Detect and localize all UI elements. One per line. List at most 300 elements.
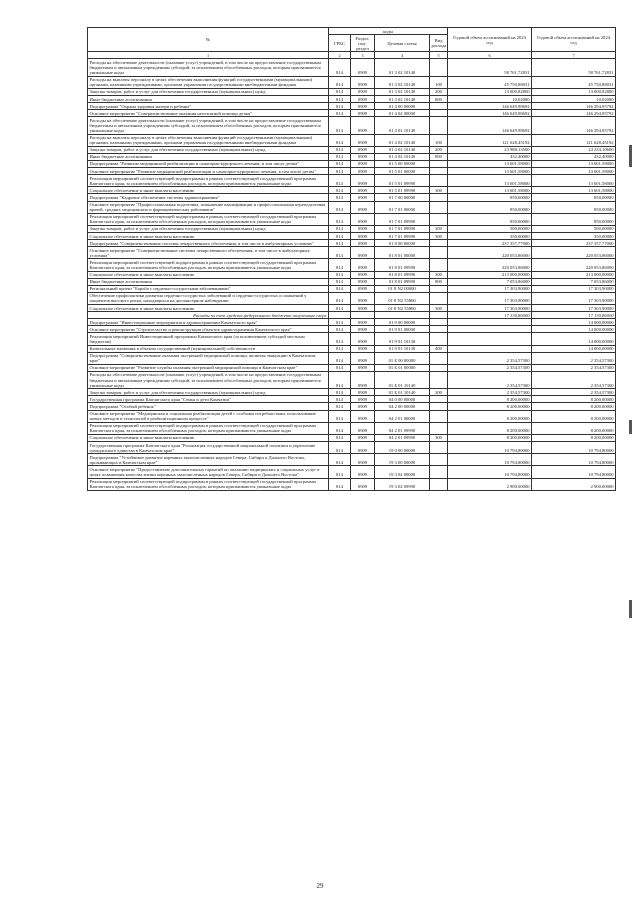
row-amount-2024: 500,00000 — [532, 225, 616, 232]
row-expense-type: 200 — [430, 225, 448, 232]
column-index: 3 — [351, 52, 375, 59]
row-expense-type: 200 — [430, 146, 448, 153]
row-target-article: 01 9 00 00000 — [375, 319, 430, 326]
table-row — [88, 312, 616, 319]
row-expense-type — [430, 371, 448, 388]
row-grbs: 814 — [329, 285, 351, 292]
row-razdel: 0909 — [351, 292, 375, 304]
row-name: Иные бюджетные ассигнования — [88, 153, 329, 160]
scan-edge-mark — [629, 145, 632, 167]
row-name: Основное мероприятие "Развитие медицинской реабилитации и санаторно-курортного лечения, в том числе детям" — [88, 168, 329, 175]
scan-edge-mark — [629, 600, 632, 618]
row-expense-type — [430, 466, 448, 478]
row-amount-2024: 7 053,86000 — [532, 278, 616, 285]
table-row — [88, 371, 616, 388]
row-target-article: 19 0 00 00000 — [375, 442, 430, 454]
row-amount-2024: 121 628,45192 — [532, 134, 616, 146]
table-row — [88, 146, 616, 153]
row-name: Расходы на обеспечение деятельности (оказание услуг) учреждений, в том числе на предоставление государственным бюджетным и автономным учреждениям субсидий, за исключением обособленных расходов, которым присваиваются уникальные коды — [88, 371, 329, 388]
page-number: 29 — [316, 882, 324, 890]
row-grbs: 814 — [329, 319, 351, 326]
row-amount-2024: 432,40000 — [532, 153, 616, 160]
header-codes: коды — [329, 28, 448, 35]
row-amount-2024: 10 794,80000 — [532, 466, 616, 478]
row-amount-2023: 220 053,86000 — [448, 247, 532, 259]
row-target-article: 19 3 00 00000 — [375, 454, 430, 466]
header-grbs: ГРБС — [329, 35, 351, 52]
row-grbs: 814 — [329, 160, 351, 167]
row-expense-type — [430, 285, 448, 292]
row-amount-2023: 220 053,86000 — [448, 259, 532, 271]
row-amount-2024: 8 200,00000 — [532, 434, 616, 441]
column-index: 2 — [329, 52, 351, 59]
row-name: Социальное обеспечение и иные выплаты населению — [88, 434, 329, 441]
row-razdel: 0909 — [351, 478, 375, 490]
row-amount-2023: 2 354,57300 — [448, 371, 532, 388]
row-grbs: 814 — [329, 59, 351, 76]
row-grbs: 814 — [329, 454, 351, 466]
row-amount-2023: 13 000,82800 — [448, 88, 532, 95]
row-name: Подпрограмма "Устойчивое развитие коренных малочисленных народов Севера, Сибири и Дальнего Востока, проживающих в Камчатском крае" — [88, 454, 329, 466]
row-name: Основное мероприятие "Профессиональная подготовка, повышение квалификации и профессиональная переподготовка врачей, средних медицинских и фармацевтических работников" — [88, 201, 329, 213]
row-amount-2023: 17 303,90000 — [448, 305, 532, 312]
table-row — [88, 213, 616, 225]
row-amount-2024: 13 601,58000 — [532, 187, 616, 194]
row-razdel: 0909 — [351, 134, 375, 146]
row-target-article: 04 2 01 00000 — [375, 410, 430, 422]
row-grbs: 814 — [329, 175, 351, 187]
row-target-article: 01 8 01 09990 — [375, 278, 430, 285]
row-razdel: 0909 — [351, 278, 375, 285]
table-row — [88, 352, 616, 364]
row-expense-type: 200 — [430, 389, 448, 396]
row-razdel: 0909 — [351, 160, 375, 167]
row-target-article: 01 5 00 00000 — [375, 160, 430, 167]
table-row — [88, 345, 616, 352]
row-amount-2023: 17 130,86000 — [448, 312, 532, 319]
row-name: Социальное обеспечение и иные выплаты населению — [88, 271, 329, 278]
row-target-article: 01 8 01 09990 — [375, 259, 430, 271]
row-grbs: 814 — [329, 333, 351, 345]
table-row — [88, 134, 616, 146]
table-row — [88, 422, 616, 434]
row-grbs: 814 — [329, 247, 351, 259]
table-row — [88, 96, 616, 103]
row-target-article: 01 3 02 10140 — [375, 88, 430, 95]
table-row — [88, 175, 616, 187]
row-amount-2023: 146 649,98692 — [448, 110, 532, 117]
row-amount-2024: 14 000,00000 — [532, 345, 616, 352]
row-razdel: 0909 — [351, 466, 375, 478]
row-name: Расходы на выплаты персоналу в целях обеспечения выполнения функций государственными (муниципальными) органами, казенными учреждениями, органами управления государственными внебюджетными фондами — [88, 134, 329, 146]
row-amount-2023: 7 053,86000 — [448, 278, 532, 285]
row-razdel: 0909 — [351, 233, 375, 240]
row-expense-type — [430, 110, 448, 117]
row-razdel: 0909 — [351, 146, 375, 153]
row-name: Подпрограмма "Особый ребенок" — [88, 403, 329, 410]
row-target-article: 01 5 01 09990 — [375, 175, 430, 187]
table-row — [88, 442, 616, 454]
row-grbs: 814 — [329, 201, 351, 213]
row-name: Расходы на обеспечение деятельности (оказание услуг) учреждений, в том числе на предоставление государственным бюджетным и автономным учреждениям субсидий, за исключением обособленных расходов, которым присваиваются уникальные коды — [88, 59, 329, 76]
table-row — [88, 403, 616, 410]
table-row — [88, 466, 616, 478]
column-index: 6 — [448, 52, 532, 59]
row-expense-type — [430, 247, 448, 259]
table-row — [88, 454, 616, 466]
row-expense-type — [430, 352, 448, 364]
row-amount-2023: 146 649,98692 — [448, 117, 532, 134]
row-target-article: 04 2 00 00000 — [375, 403, 430, 410]
row-expense-type: 800 — [430, 153, 448, 160]
row-name: Социальное обеспечение и иные выплаты населению — [88, 187, 329, 194]
row-target-article: 01 4 02 10140 — [375, 134, 430, 146]
row-amount-2023: 23 988,13500 — [448, 146, 532, 153]
row-grbs: 814 — [329, 259, 351, 271]
row-name: Государственная программа Камчатского края "Семья и дети Камчатки" — [88, 396, 329, 403]
row-name: Основное мероприятие "Совершенствование системы лекарственного обеспечения, в том числе в амбулаторных условиях" — [88, 247, 329, 259]
row-amount-2024: 14 000,00000 — [532, 333, 616, 345]
row-target-article: 01 7 01 09990 — [375, 233, 430, 240]
row-name: Основное мероприятие "Предоставление дополнительных гарантий по оказанию медицинских и социальных услуг в целях повышения качества жизни коренных малочисленных народов Севера, Сибири и Дальнего Востока" — [88, 466, 329, 478]
row-razdel: 0909 — [351, 153, 375, 160]
row-amount-2023: 8 200,00000 — [448, 410, 532, 422]
row-amount-2024: 8 200,00000 — [532, 422, 616, 434]
row-razdel: 0909 — [351, 213, 375, 225]
row-amount-2024: 14 000,00000 — [532, 319, 616, 326]
row-expense-type — [430, 160, 448, 167]
row-expense-type — [430, 259, 448, 271]
row-expense-type — [430, 59, 448, 76]
row-amount-2024: 13 601,58000 — [532, 168, 616, 175]
row-expense-type — [430, 478, 448, 490]
row-grbs: 814 — [329, 153, 351, 160]
row-razdel: 0909 — [351, 88, 375, 95]
table-row — [88, 247, 616, 259]
row-target-article: 01 4 02 10140 — [375, 153, 430, 160]
row-name: Иные бюджетные ассигнования — [88, 96, 329, 103]
row-razdel: 0909 — [351, 434, 375, 441]
row-name: Основное мероприятие "Совершенствование оказания неотложной помощи детям" — [88, 110, 329, 117]
table-row — [88, 305, 616, 312]
row-amount-2023: 17 303,90000 — [448, 285, 532, 292]
row-grbs: 814 — [329, 103, 351, 110]
row-target-article: 01 3 02 10140 — [375, 76, 430, 88]
row-razdel: 0909 — [351, 187, 375, 194]
row-name: Основное мероприятие "Строительство и реконструкция объектов здравоохранения Камчатского края" — [88, 326, 329, 333]
row-amount-2023: 121 628,45192 — [448, 134, 532, 146]
row-razdel: 0909 — [351, 117, 375, 134]
row-amount-2023: 8 200,00000 — [448, 422, 532, 434]
row-razdel — [351, 312, 375, 319]
row-grbs: 814 — [329, 134, 351, 146]
row-amount-2023: 237 357,77000 — [448, 240, 532, 247]
row-razdel: 0909 — [351, 326, 375, 333]
table-row — [88, 59, 616, 76]
header-year-2023: Годовой объем ассигнований на 2023 год — [448, 28, 532, 52]
row-amount-2024: 2 900,00000 — [532, 478, 616, 490]
row-target-article: 01 7 00 00000 — [375, 194, 430, 201]
row-name: Расходы на обеспечение деятельности (оказание услуг) учреждений, в том числе на предоставление государственным бюджетным и автономным учреждениям субсидий, за исключением обособленных расходов, которым присваиваются уникальные коды — [88, 117, 329, 134]
row-grbs: 814 — [329, 110, 351, 117]
row-razdel: 0909 — [351, 175, 375, 187]
row-amount-2023: 17 303,90000 — [448, 292, 532, 304]
row-razdel: 0909 — [351, 389, 375, 396]
row-amount-2024: 13 000,82800 — [532, 88, 616, 95]
table-row — [88, 326, 616, 333]
header-no: № — [88, 28, 329, 52]
table-row — [88, 292, 616, 304]
row-amount-2024: 24 234,10600 — [532, 146, 616, 153]
row-expense-type — [430, 213, 448, 225]
row-razdel: 0909 — [351, 364, 375, 371]
row-target-article: 04 2 01 09990 — [375, 422, 430, 434]
row-razdel: 0909 — [351, 194, 375, 201]
row-name: Реализация мероприятий Инвестиционной программы Камчатского края (за исключением субсидий местным бюджетам) — [88, 333, 329, 345]
row-grbs: 814 — [329, 240, 351, 247]
row-name: Основное мероприятие "Медицинская и социальная реабилитация детей с особыми потребностями, использование новых методов и технологий в реабилитационном процессе" — [88, 410, 329, 422]
table-row — [88, 271, 616, 278]
row-razdel: 0909 — [351, 305, 375, 312]
row-target-article: 01 Б 00 00000 — [375, 352, 430, 364]
row-amount-2023: 8 200,00000 — [448, 434, 532, 441]
table-row — [88, 103, 616, 110]
row-target-article: 01 8 N2 55860 — [375, 305, 430, 312]
row-amount-2023 — [448, 333, 532, 345]
table-row — [88, 160, 616, 167]
table-row — [88, 434, 616, 441]
row-name: Иные бюджетные ассигнования — [88, 278, 329, 285]
table-row — [88, 76, 616, 88]
table-row — [88, 187, 616, 194]
row-grbs: 814 — [329, 434, 351, 441]
row-grbs: 814 — [329, 364, 351, 371]
row-amount-2023: 2 354,57300 — [448, 389, 532, 396]
row-amount-2024: 2 354,57300 — [532, 352, 616, 364]
row-name: Социальное обеспечение и иные выплаты населению — [88, 305, 329, 312]
row-amount-2023 — [448, 319, 532, 326]
row-razdel: 0909 — [351, 410, 375, 422]
row-grbs: 814 — [329, 403, 351, 410]
row-grbs: 814 — [329, 225, 351, 232]
row-amount-2023: 10 794,80000 — [448, 466, 532, 478]
row-name: Подпрограмма "Развитие медицинской реабилитации и санаторно-курортного лечения, в том числе детям" — [88, 160, 329, 167]
row-grbs: 814 — [329, 194, 351, 201]
column-index: 7 — [532, 52, 616, 59]
row-amount-2023: 850,00000 — [448, 194, 532, 201]
row-grbs: 814 — [329, 96, 351, 103]
row-name: Обеспечение профилактики развития сердечно-сосудистых заболеваний и сердечно-сосудистых осложнений у пациентов высокого риска, находящихся на диспансерном наблюдении — [88, 292, 329, 304]
row-grbs: 814 — [329, 213, 351, 225]
row-expense-type — [430, 175, 448, 187]
row-amount-2023 — [448, 345, 532, 352]
row-amount-2024: 13 601,58000 — [532, 175, 616, 187]
row-expense-type — [430, 201, 448, 213]
row-name: Расходы на выплаты персоналу в целях обеспечения выполнения функций государственными (муниципальными) органами, казенными учреждениями, органами управления государственными внебюджетными фондами — [88, 76, 329, 88]
row-name: Подпрограмма "Охрана здоровья матери и ребенка" — [88, 103, 329, 110]
row-amount-2023: 8 200,00000 — [448, 403, 532, 410]
table-row — [88, 153, 616, 160]
row-name: Закупка товаров, работ и услуг для обеспечения государственных (муниципальных) нужд — [88, 389, 329, 396]
row-name: Подпрограмма "Совершенствование оказания экстренной медицинской помощи, включая эвакуацию в Камчатском крае" — [88, 352, 329, 364]
row-expense-type: 300 — [430, 233, 448, 240]
row-target-article: 01 9 01 10130 — [375, 333, 430, 345]
row-amount-2023: 10 794,80000 — [448, 442, 532, 454]
column-index: 4 — [375, 52, 430, 59]
row-grbs: 814 — [329, 76, 351, 88]
row-expense-type: 300 — [430, 271, 448, 278]
row-grbs: 814 — [329, 345, 351, 352]
row-grbs: 814 — [329, 466, 351, 478]
row-name: Расходы за счет средств федерального бюджета полученные сверх — [88, 312, 329, 319]
row-amount-2024: 10,02000 — [532, 96, 616, 103]
row-target-article: 04 2 01 09990 — [375, 434, 430, 441]
table-row — [88, 225, 616, 232]
row-amount-2024: 146 294,95792 — [532, 110, 616, 117]
row-expense-type — [430, 422, 448, 434]
row-amount-2024: 2 354,57300 — [532, 364, 616, 371]
row-amount-2024: 45 750,88031 — [532, 76, 616, 88]
row-expense-type — [430, 403, 448, 410]
row-grbs: 814 — [329, 422, 351, 434]
header-vid-raskhoda: Вид расхода — [430, 35, 448, 52]
table-row — [88, 194, 616, 201]
row-amount-2023 — [448, 326, 532, 333]
row-name: Государственная программа Камчатского края "Реализация государственной национальной политики и укрепление гражданского единства в Камчатском крае" — [88, 442, 329, 454]
row-target-article: 01 8 N2 55860 — [375, 292, 430, 304]
row-expense-type: 300 — [430, 305, 448, 312]
row-grbs: 814 — [329, 278, 351, 285]
row-expense-type — [430, 364, 448, 371]
row-grbs — [329, 312, 351, 319]
row-razdel: 0909 — [351, 442, 375, 454]
row-grbs: 814 — [329, 352, 351, 364]
row-grbs: 814 — [329, 410, 351, 422]
row-expense-type — [430, 292, 448, 304]
row-grbs: 814 — [329, 478, 351, 490]
table-row — [88, 259, 616, 271]
row-amount-2023: 2 354,57300 — [448, 352, 532, 364]
row-amount-2023: 2 354,57300 — [448, 364, 532, 371]
row-razdel: 0909 — [351, 201, 375, 213]
row-target-article: 01 4 02 10140 — [375, 117, 430, 134]
row-expense-type — [430, 410, 448, 422]
table-row — [88, 333, 616, 345]
row-target-article: 01 7 01 09990 — [375, 213, 430, 225]
column-index: 5 — [430, 52, 448, 59]
row-expense-type: 800 — [430, 96, 448, 103]
row-name: Закупка товаров, работ и услуг для обеспечения государственных (муниципальных) нужд — [88, 225, 329, 232]
row-target-article: 01 5 01 00000 — [375, 168, 430, 175]
row-amount-2024: 8 200,00000 — [532, 403, 616, 410]
row-amount-2024: 17 303,90000 — [532, 292, 616, 304]
row-target-article: 01 4 02 00000 — [375, 110, 430, 117]
row-expense-type: 300 — [430, 187, 448, 194]
row-razdel: 0909 — [351, 422, 375, 434]
row-target-article: 19 3 02 00000 — [375, 466, 430, 478]
row-name: Реализация мероприятий соответствующей подпрограммы в рамках соответствующей государственной программы Камчатского края, за исключением обособленных расходов, которым присваиваются уникальные коды — [88, 175, 329, 187]
table-row — [88, 110, 616, 117]
row-amount-2024: 8 200,00000 — [532, 396, 616, 403]
row-target-article: 01 8 01 09990 — [375, 271, 430, 278]
row-name: Реализация мероприятий соответствующей подпрограммы в рамках соответствующей государственной программы Камчатского края, за исключением обособленных расходов, которым присваиваются уникальные коды — [88, 478, 329, 490]
row-amount-2023: 13 601,58000 — [448, 175, 532, 187]
row-amount-2024: 2 354,57300 — [532, 371, 616, 388]
row-grbs: 814 — [329, 146, 351, 153]
row-amount-2024: 2 354,57300 — [532, 389, 616, 396]
row-target-article: 01 Б 01 10140 — [375, 389, 430, 396]
row-razdel: 0909 — [351, 168, 375, 175]
row-name: Закупка товаров, работ и услуг для обеспечения государственных (муниципальных) нужд — [88, 146, 329, 153]
row-grbs: 814 — [329, 305, 351, 312]
row-razdel: 0909 — [351, 454, 375, 466]
row-expense-type: 200 — [430, 88, 448, 95]
row-amount-2024: 350,00000 — [532, 233, 616, 240]
row-razdel: 0909 — [351, 247, 375, 259]
row-amount-2024: 17 303,90000 — [532, 305, 616, 312]
row-amount-2024: 10 794,80000 — [532, 454, 616, 466]
row-amount-2024: 213 000,00000 — [532, 271, 616, 278]
row-target-article: 01 3 02 10140 — [375, 96, 430, 103]
header-tselevaya: Целевая статья — [375, 35, 430, 52]
row-expense-type — [430, 442, 448, 454]
row-target-article: 04 0 00 00000 — [375, 396, 430, 403]
row-target-article: 01 8 N2 00000 — [375, 285, 430, 292]
row-name: Подпрограмма "Кадровое обеспечение системы здравоохранения" — [88, 194, 329, 201]
row-amount-2023: 45 750,88031 — [448, 76, 532, 88]
row-razdel: 0909 — [351, 103, 375, 110]
column-index-row — [88, 52, 616, 59]
row-target-article: 01 Б 01 10140 — [375, 371, 430, 388]
table-row — [88, 396, 616, 403]
row-target-article: 01 5 01 09990 — [375, 187, 430, 194]
row-amount-2023: 213 000,00000 — [448, 271, 532, 278]
row-grbs: 814 — [329, 326, 351, 333]
row-amount-2024: 17 303,90000 — [532, 285, 616, 292]
row-expense-type — [430, 240, 448, 247]
row-grbs: 814 — [329, 271, 351, 278]
row-name: Закупка товаров, работ и услуг для обеспечения государственных (муниципальных) нужд — [88, 88, 329, 95]
row-amount-2024: 850,00000 — [532, 201, 616, 213]
table-row — [88, 240, 616, 247]
row-expense-type: 100 — [430, 76, 448, 88]
row-grbs: 814 — [329, 233, 351, 240]
row-razdel: 0909 — [351, 259, 375, 271]
row-name: Реализация мероприятий соответствующей подпрограммы в рамках соответствующей государственной программы Камчатского края, за исключением обособленных расходов, которым присваиваются уникальные коды — [88, 422, 329, 434]
row-grbs: 814 — [329, 88, 351, 95]
row-razdel: 0909 — [351, 319, 375, 326]
row-amount-2023: 350,00000 — [448, 233, 532, 240]
table-row — [88, 278, 616, 285]
row-amount-2024: 58 761,72831 — [532, 59, 616, 76]
row-target-article: 19 3 02 09990 — [375, 478, 430, 490]
row-expense-type — [430, 319, 448, 326]
row-razdel: 0909 — [351, 396, 375, 403]
row-grbs: 814 — [329, 168, 351, 175]
row-target-article: 01 Б 01 00000 — [375, 364, 430, 371]
row-razdel: 0909 — [351, 345, 375, 352]
row-amount-2024: 17 130,86000 — [532, 312, 616, 319]
row-target-article: 01 8 00 00000 — [375, 240, 430, 247]
row-name: Основное мероприятие "Развитие службы оказания экстренной медицинской помощи в Камчатском крае" — [88, 364, 329, 371]
table-row — [88, 285, 616, 292]
row-grbs: 814 — [329, 187, 351, 194]
row-name: Реализация мероприятий соответствующей подпрограммы в рамках соответствующей государственной программы Камчатского края, за исключением обособленных расходов, которым присваиваются уникальные коды — [88, 213, 329, 225]
header-year-2024: Годовой объем ассигнований на 2024 год — [532, 28, 616, 52]
row-amount-2023: 850,00000 — [448, 213, 532, 225]
row-amount-2023: 2 900,00000 — [448, 478, 532, 490]
row-razdel: 0909 — [351, 371, 375, 388]
